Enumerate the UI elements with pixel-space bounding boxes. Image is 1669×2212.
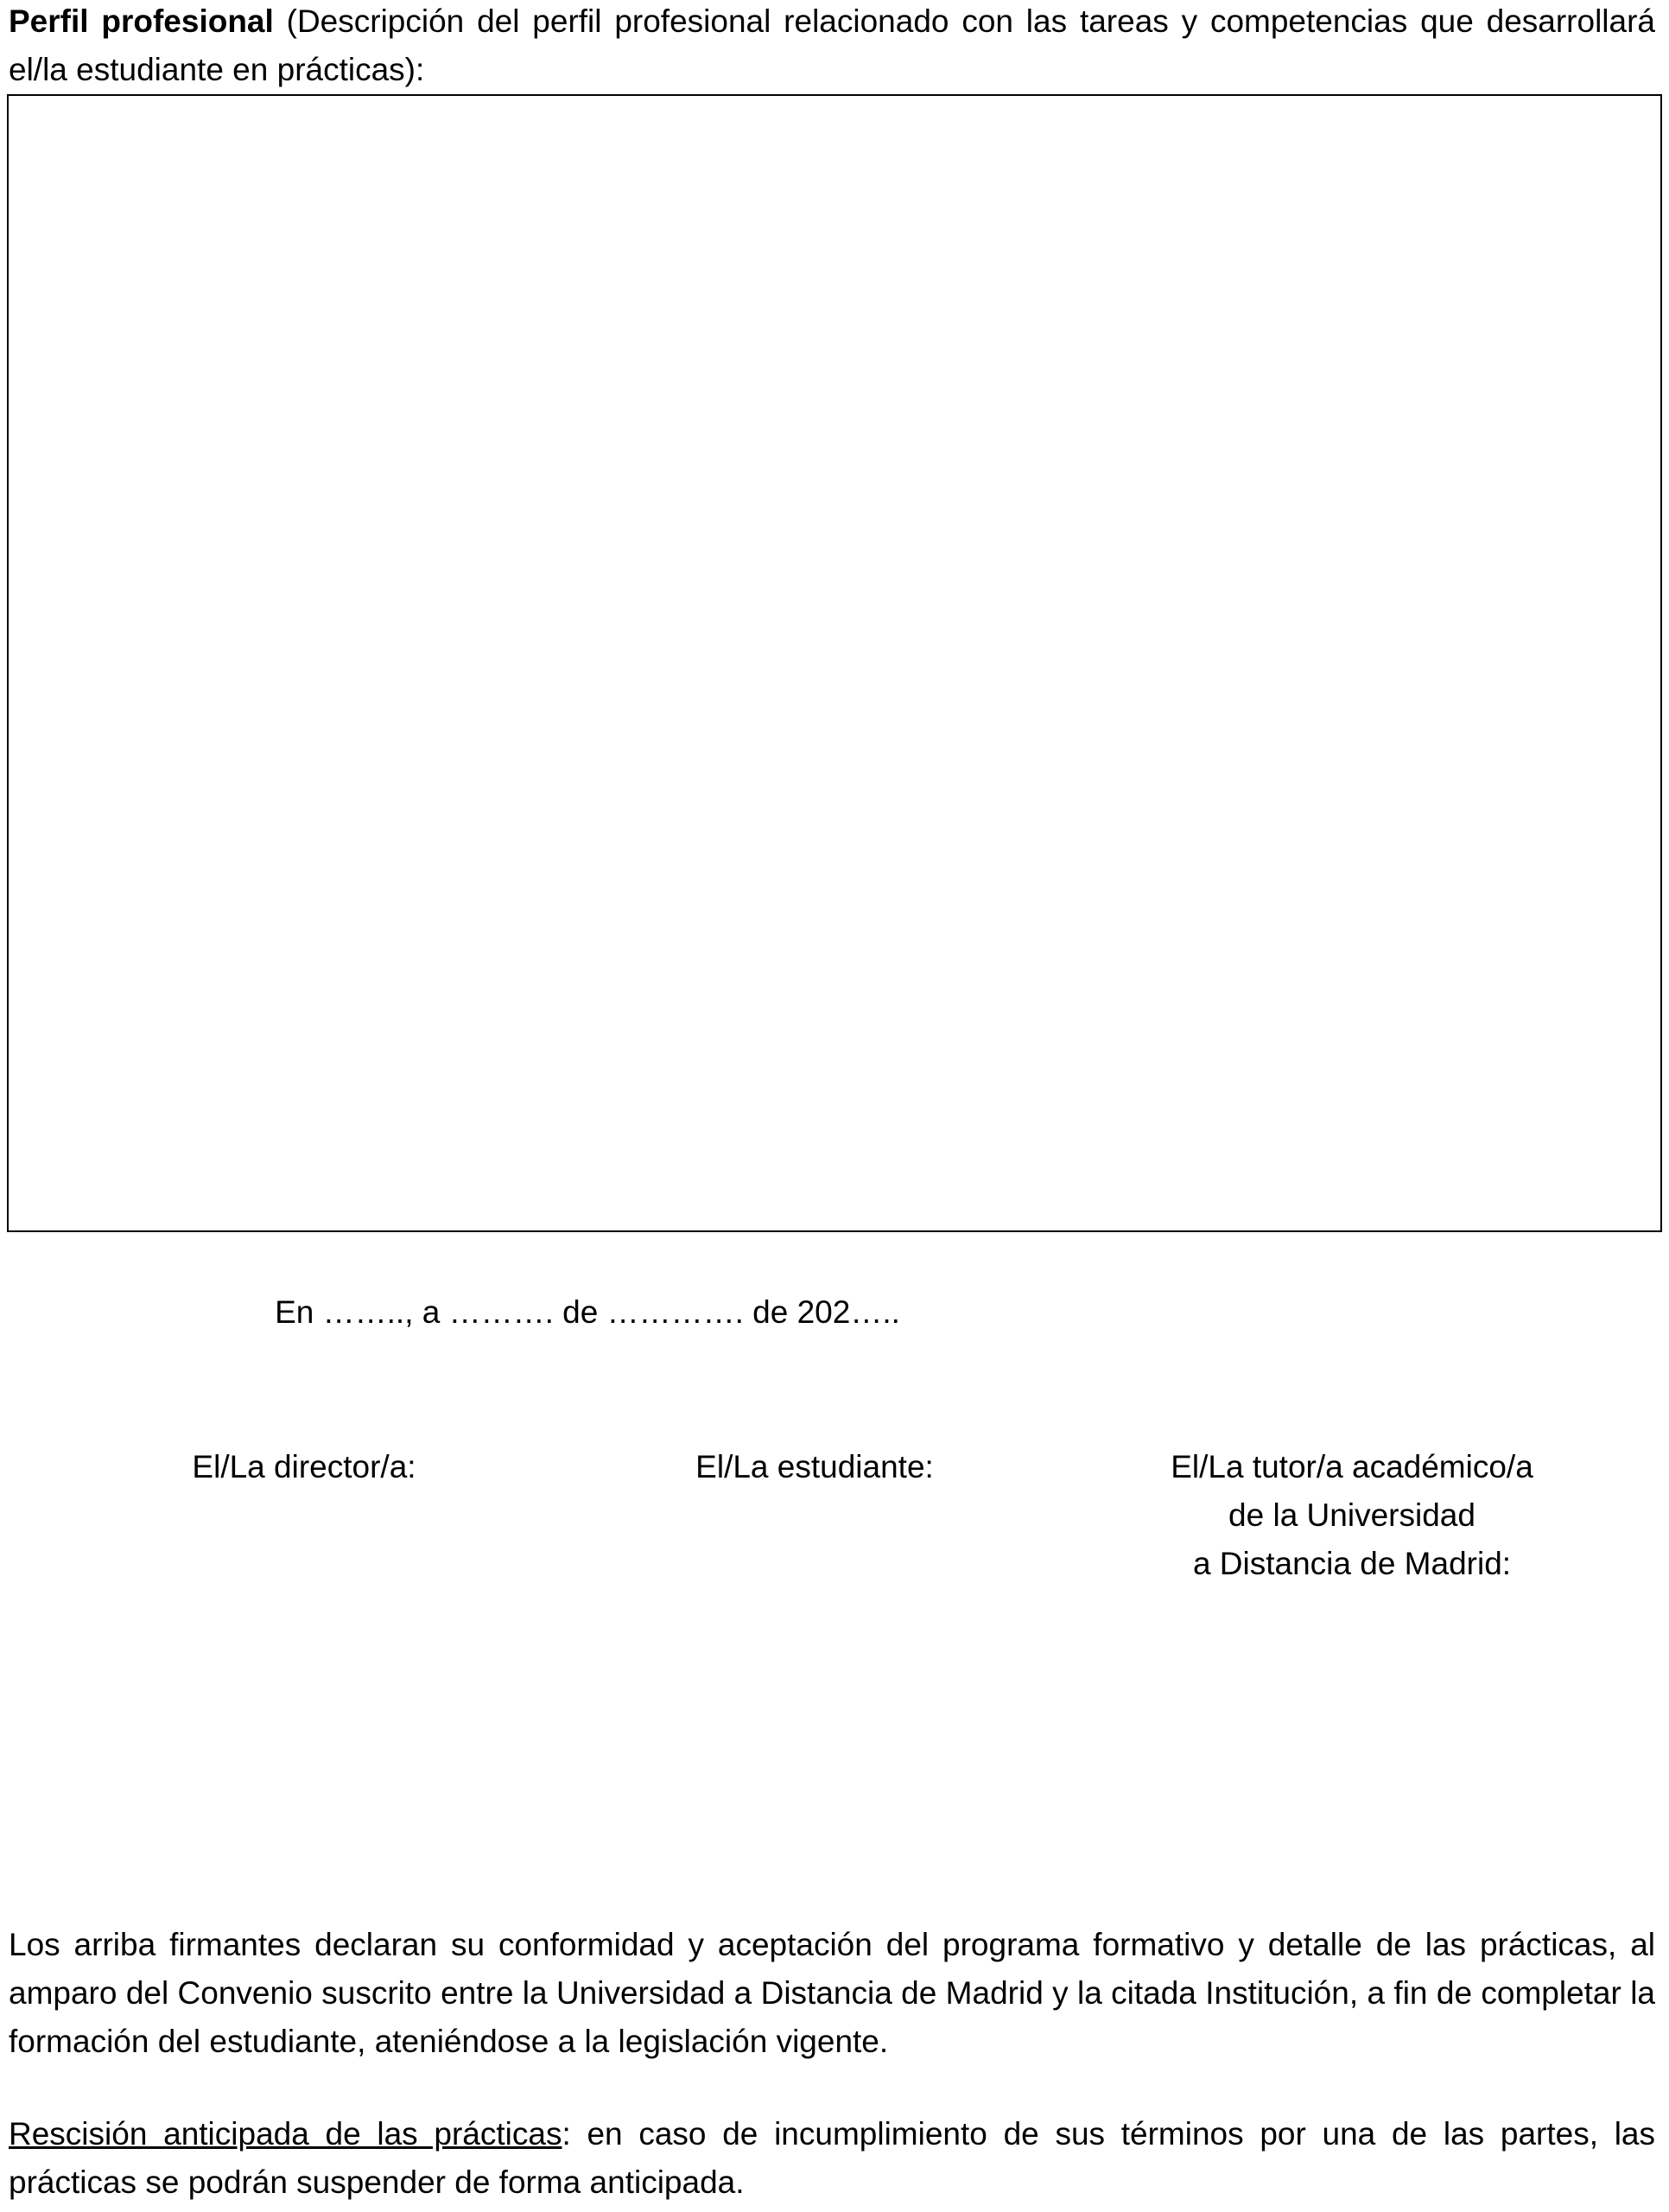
student-signature-label: El/La estudiante: xyxy=(695,1449,934,1484)
director-signature-label: El/La director/a: xyxy=(192,1449,416,1484)
profile-label: Perfil profesional xyxy=(9,3,274,39)
tutor-line-2: de la Universidad xyxy=(1228,1497,1475,1533)
profile-heading xyxy=(9,0,1655,94)
rescission-text: : en caso de incumplimiento de sus términos por una de las partes, las prácticas se podrán suspender de forma anticipada. xyxy=(9,2116,1655,2200)
tutor-line-1: El/La tutor/a académico/a xyxy=(1171,1449,1533,1484)
profile-description: (Descripción del perfil profesional relacionado con las tareas y competencias que desarrollará el/la estudiante en prácticas): xyxy=(9,3,1656,87)
date-line: En …….., a ………. de …………. de 202….. xyxy=(275,1294,900,1330)
tutor-line-3: a Distancia de Madrid: xyxy=(1192,1546,1512,1581)
conformity-paragraph: Los arriba firmantes declaran su conformidad y aceptación del programa formativo y detalle de las prácticas, al amparo del Convenio suscrito entre la Universidad a Distancia de Madrid y la citada Institución, a fin de completar la formación del estudiante, ateniéndose a la legislación vigente. xyxy=(9,1927,1655,2059)
profile-text-box[interactable] xyxy=(7,94,1662,1232)
tutor-signature-label xyxy=(1093,1443,1611,1588)
rescission-paragraph xyxy=(9,2110,1655,2207)
rescission-title: Rescisión anticipada de las prácticas xyxy=(9,2116,562,2152)
